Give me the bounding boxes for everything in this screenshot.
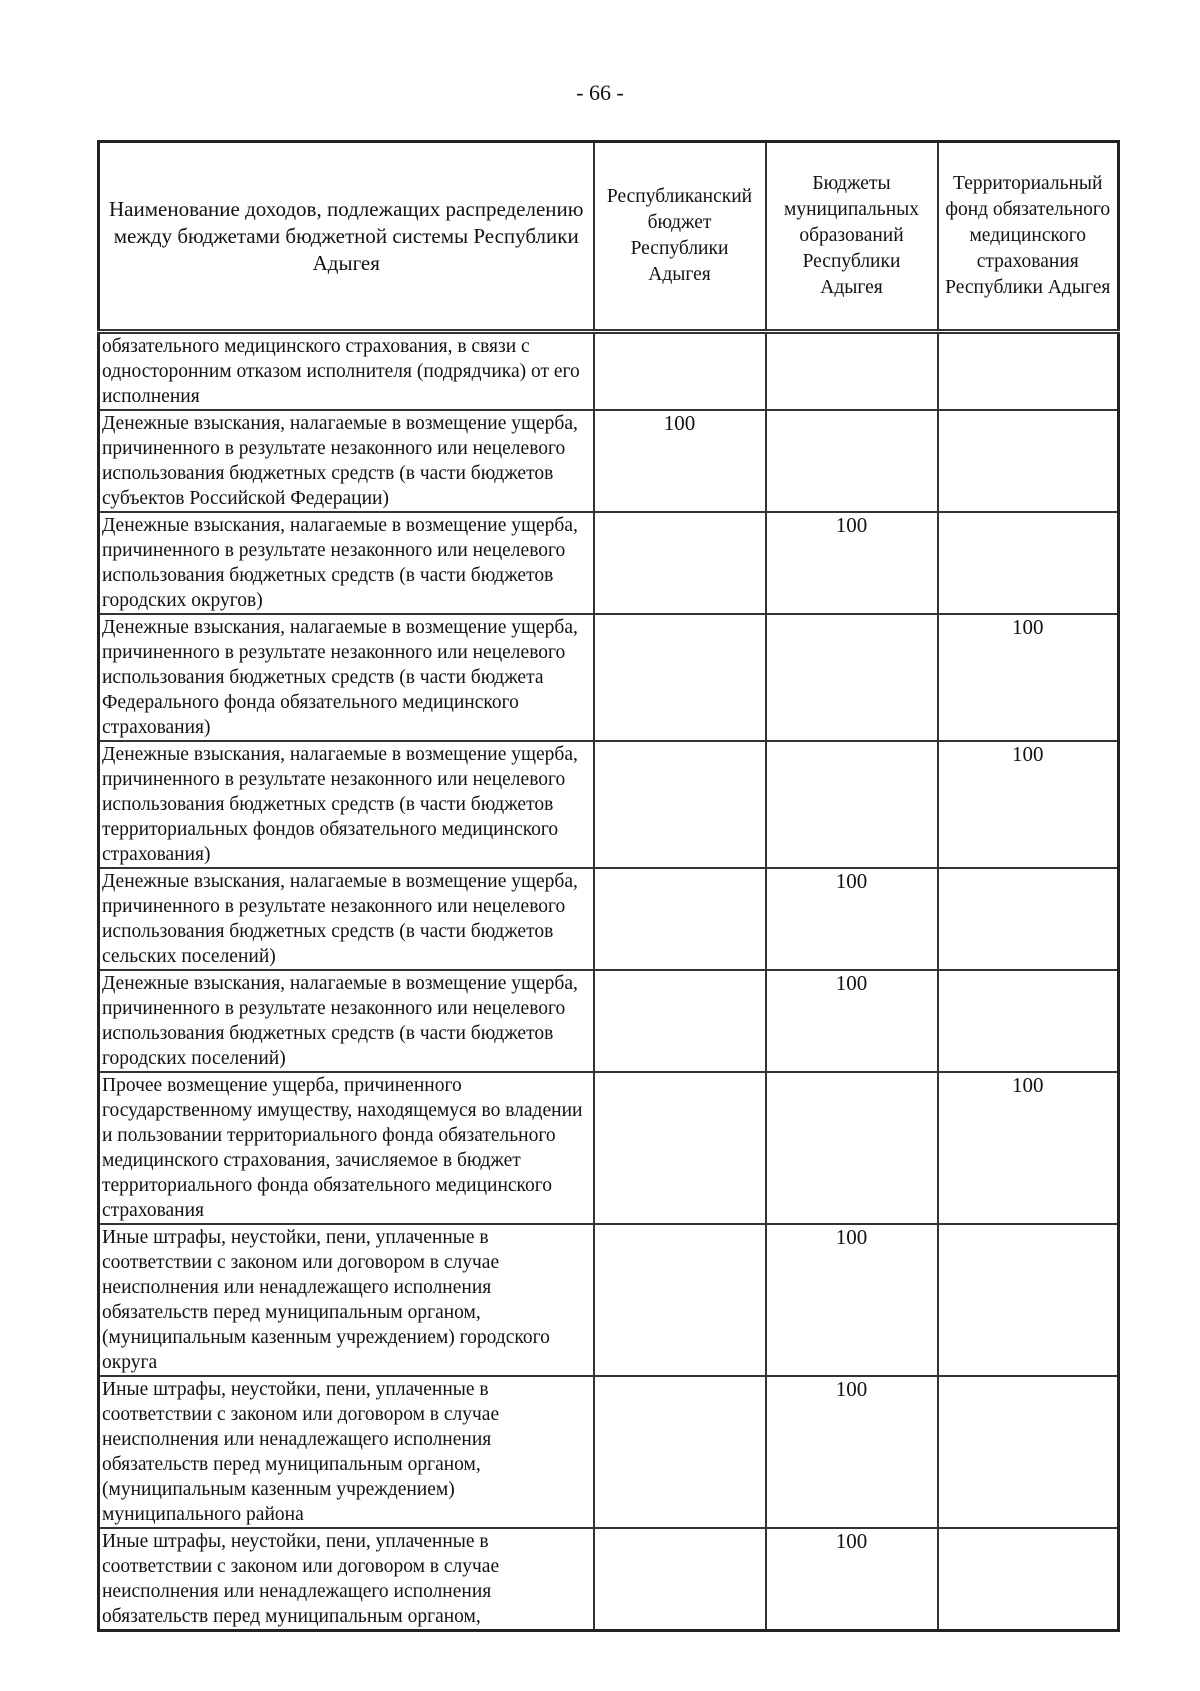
- table-row: [99, 1528, 1119, 1631]
- municipal-budget-cell: 100: [766, 1224, 938, 1376]
- municipal-budget-cell: [766, 1072, 938, 1224]
- territorial-fund-cell: 100: [938, 741, 1119, 868]
- table-row: [99, 1224, 1119, 1376]
- revenue-name-cell: обязательного медицинского страхования, в связи с односторонним отказом исполнителя (подрядчика) от его исполнения: [99, 332, 594, 411]
- republican-budget-cell: [594, 1528, 766, 1631]
- territorial-fund-cell: [938, 868, 1119, 970]
- revenue-name-cell: Денежные взыскания, налагаемые в возмещение ущерба, причиненного в результате незаконного или нецелевого использования бюджетных средств (в части бюджета Федерального фонда обязательного медицинского страхования): [99, 614, 594, 741]
- revenue-name-cell: Денежные взыскания, налагаемые в возмещение ущерба, причиненного в результате незаконного или нецелевого использования бюджетных средств (в части бюджетов сельских поселений): [99, 868, 594, 970]
- territorial-fund-cell: [938, 1376, 1119, 1528]
- republican-budget-cell: [594, 332, 766, 411]
- municipal-budget-cell: 100: [766, 1376, 938, 1528]
- municipal-budget-cell: [766, 614, 938, 741]
- page-number: - 66 -: [576, 80, 624, 105]
- republican-budget-cell: [594, 1224, 766, 1376]
- table-header: [99, 142, 1119, 332]
- territorial-fund-cell: [938, 332, 1119, 411]
- table-row: [99, 332, 1119, 411]
- republican-budget-cell: [594, 868, 766, 970]
- revenue-name-cell: Денежные взыскания, налагаемые в возмещение ущерба, причиненного в результате незаконного или нецелевого использования бюджетных средств (в части бюджетов субъектов Российской Федерации): [99, 410, 594, 512]
- revenue-name-cell: Иные штрафы, неустойки, пени, уплаченные в соответствии с законом или договором в случае неисполнения или ненадлежащего исполнения обязательств перед муниципальным органом,: [99, 1528, 594, 1631]
- municipal-budget-cell: 100: [766, 868, 938, 970]
- territorial-fund-cell: [938, 1528, 1119, 1631]
- revenue-name-cell: Денежные взыскания, налагаемые в возмещение ущерба, причиненного в результате незаконного или нецелевого использования бюджетных средств (в части бюджетов городских поселений): [99, 970, 594, 1072]
- revenue-name-cell: Иные штрафы, неустойки, пени, уплаченные в соответствии с законом или договором в случае неисполнения или ненадлежащего исполнения обязательств перед муниципальным органом, (муниципальным казенным учреждением) муниципального района: [99, 1376, 594, 1528]
- territorial-fund-cell: [938, 970, 1119, 1072]
- republican-budget-cell: [594, 512, 766, 614]
- revenue-name-cell: Денежные взыскания, налагаемые в возмещение ущерба, причиненного в результате незаконного или нецелевого использования бюджетных средств (в части бюджетов городских округов): [99, 512, 594, 614]
- header-row: [99, 142, 1119, 332]
- municipal-budget-cell: 100: [766, 1528, 938, 1631]
- header-revenue-name: Наименование доходов, подлежащих распределению между бюджетами бюджетной системы Республики Адыгея: [99, 142, 594, 332]
- header-republican-budget: Республиканский бюджет Республики Адыгея: [594, 142, 766, 332]
- territorial-fund-cell: 100: [938, 614, 1119, 741]
- header-territorial-fund: Территориальный фонд обязательного медицинского страхования Республики Адыгея: [938, 142, 1119, 332]
- revenue-name-cell: Прочее возмещение ущерба, причиненного государственному имуществу, находящемуся во владении и пользовании территориального фонда обязательного медицинского страхования, зачисляемое в бюджет территориального фонда обязательного медицинского страхования: [99, 1072, 594, 1224]
- republican-budget-cell: [594, 1072, 766, 1224]
- table-body: [99, 332, 1119, 1631]
- table-row: [99, 410, 1119, 512]
- table-row: [99, 1072, 1119, 1224]
- table-row: [99, 970, 1119, 1072]
- municipal-budget-cell: 100: [766, 512, 938, 614]
- municipal-budget-cell: 100: [766, 970, 938, 1072]
- republican-budget-cell: [594, 1376, 766, 1528]
- municipal-budget-cell: [766, 332, 938, 411]
- revenue-name-cell: Иные штрафы, неустойки, пени, уплаченные в соответствии с законом или договором в случае неисполнения или ненадлежащего исполнения обязательств перед муниципальным органом, (муниципальным казенным учреждением) городского округа: [99, 1224, 594, 1376]
- table-row: [99, 741, 1119, 868]
- republican-budget-cell: [594, 741, 766, 868]
- territorial-fund-cell: 100: [938, 1072, 1119, 1224]
- territorial-fund-cell: [938, 410, 1119, 512]
- revenue-distribution-table: [97, 140, 1120, 1632]
- table-row: [99, 1376, 1119, 1528]
- header-municipal-budgets: Бюджеты муниципальных образований Республики Адыгея: [766, 142, 938, 332]
- table-row: [99, 512, 1119, 614]
- municipal-budget-cell: [766, 741, 938, 868]
- table-row: [99, 868, 1119, 970]
- republican-budget-cell: [594, 970, 766, 1072]
- territorial-fund-cell: [938, 512, 1119, 614]
- republican-budget-cell: [594, 614, 766, 741]
- table-row: [99, 614, 1119, 741]
- republican-budget-cell: 100: [594, 410, 766, 512]
- municipal-budget-cell: [766, 410, 938, 512]
- revenue-name-cell: Денежные взыскания, налагаемые в возмещение ущерба, причиненного в результате незаконного или нецелевого использования бюджетных средств (в части бюджетов территориальных фондов обязательного медицинского страхования): [99, 741, 594, 868]
- territorial-fund-cell: [938, 1224, 1119, 1376]
